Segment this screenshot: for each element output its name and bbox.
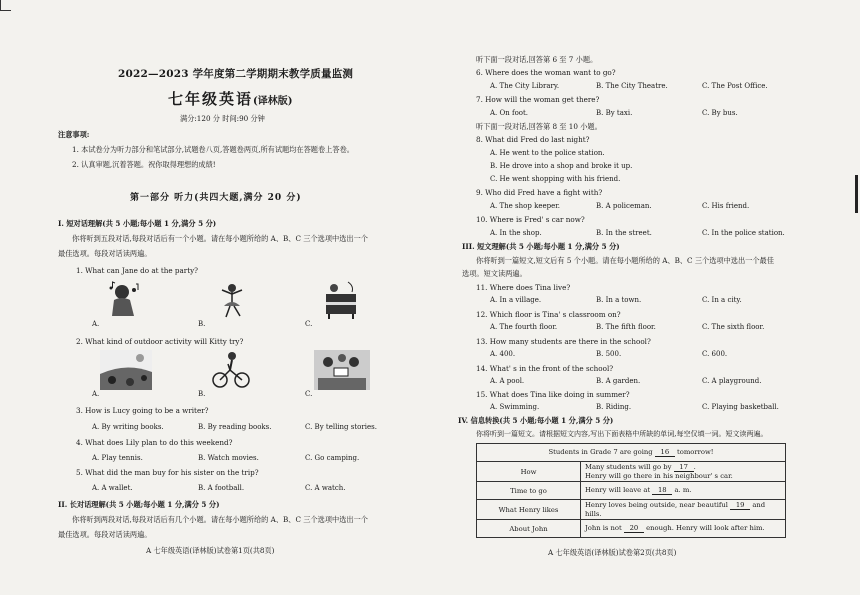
section2-title: II. 长对话理解(共 5 小题;每小题 1 分,满分 5 分)	[58, 500, 220, 509]
q10-option-a: A. In the shop.	[490, 229, 542, 237]
section1-instr-2: 最佳选项。每段对话读两遍。	[58, 249, 152, 258]
question-14: 14. What' s in the front of the school?	[476, 364, 614, 373]
table-row	[477, 520, 786, 538]
blank-16[interactable]: 16	[655, 448, 675, 457]
section4-title: IV. 信息转换(共 5 小题;每小题 1 分,满分 5 分)	[458, 416, 614, 425]
q15-option-b: B. Riding.	[596, 403, 632, 411]
q9-option-c: C. His friend.	[702, 202, 750, 210]
q11-option-a: A. In a village.	[490, 296, 542, 304]
row-john-text: John is not	[585, 524, 622, 532]
picnic-image	[314, 350, 370, 390]
q13-option-a: A. 400.	[490, 350, 516, 358]
dancing-girl-image	[210, 280, 256, 320]
row-likes-text: Henry loves being outside, near beautiful	[585, 501, 728, 509]
q7-option-a: A. On foot.	[490, 109, 529, 117]
q2-option-c: C.	[305, 390, 313, 398]
q13-option-b: B. 500.	[596, 350, 622, 358]
q1-option-c: C.	[305, 320, 313, 328]
section2-instr-2: 最佳选项。每段对话读两遍。	[58, 530, 152, 539]
q5-option-a: A. A wallet.	[92, 484, 133, 492]
blank-19[interactable]: 19	[730, 501, 750, 510]
q14-option-c: C. A playground.	[702, 377, 762, 385]
q11-option-c: C. In a city.	[702, 296, 742, 304]
section4-instr: 你将听到一篇短文。请根据短文内容,写出下面表格中所缺的单词,每空仅填一词。短文读两遍。	[476, 430, 768, 438]
q2-option-a: A.	[92, 390, 100, 398]
row-label-how: How	[477, 462, 581, 482]
question-5: 5. What did the man buy for his sister on the trip?	[76, 468, 259, 477]
table-row	[477, 462, 786, 482]
page-footer-1: A 七年级英语(译林版)试卷第1页(共8页)	[146, 546, 275, 555]
q5-option-c: C. A watch.	[305, 484, 346, 492]
q10-option-c: C. In the police station.	[702, 229, 785, 237]
question-4: 4. What does Lily plan to do this weekend?	[76, 438, 233, 447]
row-how-line1	[585, 463, 781, 472]
row-john-suffix: enough. Henry will look after him.	[646, 524, 765, 532]
question-8: 8. What did Fred do last night?	[476, 135, 590, 144]
section3-instr-2: 选项。短文读两遍。	[462, 269, 527, 278]
row-how-period: .	[693, 463, 696, 471]
q2-option-b: B.	[198, 390, 206, 398]
question-12: 12. Which floor is Tina' s classroom on?	[476, 310, 621, 319]
question-3: 3. How is Lucy going to be a writer?	[76, 406, 209, 415]
q10-option-b: B. In the street.	[596, 229, 652, 237]
q8-option-a: A. He went to the police station.	[490, 149, 605, 157]
question-2: 2. What kind of outdoor activity will Kitty try?	[76, 337, 244, 346]
q7-option-c: C. By bus.	[702, 109, 738, 117]
piano-image	[318, 280, 364, 320]
q3-option-a: A. By writing books.	[92, 423, 164, 431]
table-row	[477, 482, 786, 500]
q8-option-c: C. He went shopping with his friend.	[490, 175, 621, 183]
q3-option-c: C. By telling stories.	[305, 423, 377, 431]
question-10: 10. Where is Fred' s car now?	[476, 215, 585, 224]
q14-option-b: B. A garden.	[596, 377, 641, 385]
subject-edition: (译林版)	[253, 96, 293, 107]
table-header-text: Students in Grade 7 are going	[548, 448, 653, 456]
question-13: 13. How many students are there in the school?	[476, 337, 651, 346]
q9-option-a: A. The shop keeper.	[490, 202, 561, 210]
score-time: 满分:120 分 时间:90 分钟	[180, 114, 265, 123]
cycling-image	[208, 350, 254, 390]
row-time-text: Henry will leave at	[585, 486, 651, 494]
q12-option-a: A. The fourth floor.	[490, 323, 558, 331]
q15-option-c: C. Playing basketball.	[702, 403, 779, 411]
q6-option-c: C. The Post Office.	[702, 82, 768, 90]
section3-instr-1: 你将听到一篇短文,短文后有 5 个小题。请在每小题所给的 A、B、C 三个选项中选出一个最佳	[476, 256, 774, 265]
row-likes-suffix: and hills.	[585, 501, 766, 518]
row-how-line2: Henry will go there in his neighbour' s car.	[585, 472, 733, 480]
table-header-suffix: tomorrow!	[677, 448, 714, 456]
q11-option-b: B. In a town.	[596, 296, 642, 304]
section3-title: III. 短文理解(共 5 小题;每小题 1 分,满分 5 分)	[462, 242, 620, 251]
q1-option-b: B.	[198, 320, 206, 328]
q14-option-a: A. A pool.	[490, 377, 525, 385]
section2-instr-1: 你将听到两段对话,每段对话后有几个小题。请在每小题所给的 A、B、C 三个选项中选出一个	[72, 515, 368, 524]
row-label-likes: What Henry likes	[477, 500, 581, 520]
question-11: 11. Where does Tina live?	[476, 283, 571, 292]
q12-option-b: B. The fifth floor.	[596, 323, 656, 331]
blank-18[interactable]: 18	[652, 486, 672, 495]
table-header-row	[477, 444, 786, 462]
intro-6-7: 听下面一段对话,回答第 6 至 7 小题。	[476, 55, 598, 64]
right-page	[430, 0, 860, 595]
page-footer-2: A 七年级英语(译林版)试卷第2页(共8页)	[548, 548, 677, 557]
q4-option-a: A. Play tennis.	[92, 454, 143, 462]
question-1: 1. What can Jane do at the party?	[76, 266, 199, 275]
q8-option-b: B. He drove into a shop and broke it up.	[490, 162, 633, 170]
blank-20[interactable]: 20	[624, 524, 644, 533]
notice-2: 2. 认真审题,沉着答题。祝你取得理想的成绩!	[72, 160, 216, 169]
row-how-text1: Many students will go by	[585, 463, 672, 471]
q4-option-b: B. Watch movies.	[198, 454, 259, 462]
q5-option-b: B. A football.	[198, 484, 245, 492]
blank-17[interactable]: 17	[674, 463, 694, 472]
singing-girl-image	[102, 280, 148, 320]
row-time-suffix: a. m.	[674, 486, 692, 494]
subject-title	[168, 88, 292, 109]
notice-1: 1. 本试卷分为听力部分和笔试部分,试题卷八页,答题卷两页,所有试题均在答题卷上答卷。	[72, 145, 354, 154]
question-15: 15. What does Tina like doing in summer?	[476, 390, 630, 399]
intro-8-10: 听下面一段对话,回答第 8 至 10 小题。	[476, 122, 602, 131]
subject-name: 七年级英语	[168, 90, 254, 108]
q6-option-b: B. The City Theatre.	[596, 82, 668, 90]
q3-option-b: B. By reading books.	[198, 423, 272, 431]
question-9: 9. Who did Fred have a fight with?	[476, 188, 603, 197]
exam-title: 2022—2023 学年度第二学期期末教学质量监测	[118, 68, 354, 80]
q6-option-a: A. The City Library.	[490, 82, 560, 90]
section1-instr-1: 你将听到五段对话,每段对话后有一个小题。请在每小题所给的 A、B、C 三个选项中选出一个	[72, 234, 368, 243]
info-table	[476, 443, 786, 538]
farm-garden-image	[100, 350, 152, 390]
question-7: 7. How will the woman get there?	[476, 95, 600, 104]
q1-option-a: A.	[92, 320, 100, 328]
question-6: 6. Where does the woman want to go?	[476, 68, 616, 77]
q4-option-c: C. Go camping.	[305, 454, 360, 462]
table-row	[477, 500, 786, 520]
q9-option-b: B. A policeman.	[596, 202, 652, 210]
section1-title: I. 短对话理解(共 5 小题;每小题 1 分,满分 5 分)	[58, 219, 217, 228]
q15-option-a: A. Swimming.	[490, 403, 540, 411]
row-label-time: Time to go	[477, 482, 581, 500]
q13-option-c: C. 600.	[702, 350, 728, 358]
q7-option-b: B. By taxi.	[596, 109, 633, 117]
row-label-john: About John	[477, 520, 581, 538]
notice-heading: 注意事项:	[58, 130, 90, 139]
q12-option-c: C. The sixth floor.	[702, 323, 765, 331]
part1-title: 第一部分 听力(共四大题,满分 20 分)	[130, 193, 302, 203]
